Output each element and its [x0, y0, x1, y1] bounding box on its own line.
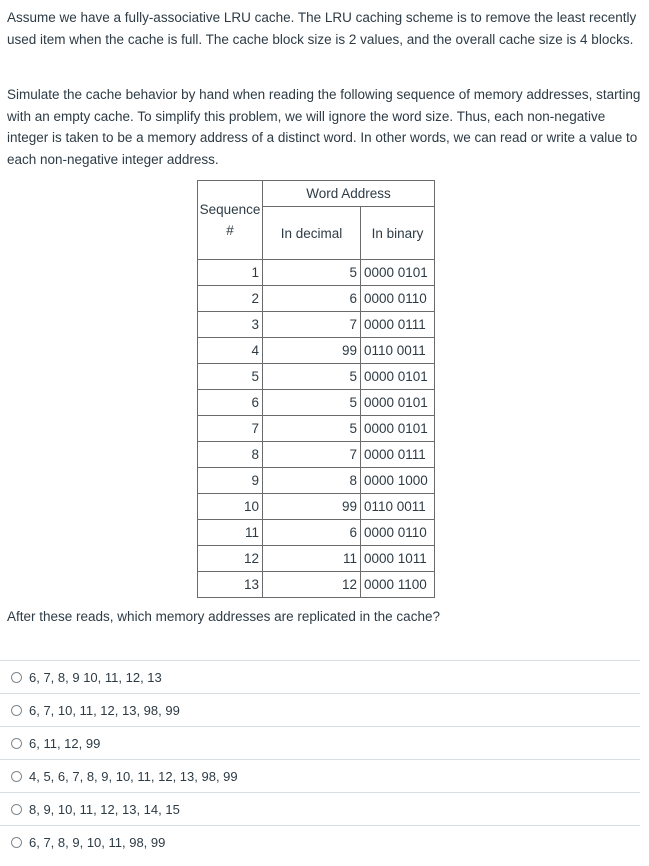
- table-row: [198, 572, 435, 598]
- answer-option-label: 6, 7, 8, 9, 10, 11, 98, 99: [29, 834, 166, 850]
- answer-option-label: 4, 5, 6, 7, 8, 9, 10, 11, 12, 13, 98, 99: [29, 768, 238, 784]
- answer-options: [0, 660, 640, 858]
- table-row: [198, 416, 435, 442]
- sequence-cell: 5: [198, 364, 263, 390]
- question-text: After these reads, which memory addresses are replicated in the cache?: [7, 609, 440, 624]
- decimal-cell: 6: [263, 520, 361, 546]
- answer-option-label: 8, 9, 10, 11, 12, 13, 14, 15: [29, 801, 180, 817]
- answer-option[interactable]: [0, 726, 640, 759]
- answer-option[interactable]: [0, 660, 640, 693]
- binary-cell: 0110 0011: [361, 338, 435, 364]
- table-row: [198, 286, 435, 312]
- binary-header: In binary: [361, 207, 435, 260]
- sequence-cell: 9: [198, 468, 263, 494]
- word-address-header: Word Address: [263, 181, 435, 207]
- sequence-header: [198, 181, 263, 260]
- table-row: [198, 442, 435, 468]
- table-row: [198, 338, 435, 364]
- table-row: [198, 260, 435, 286]
- sequence-cell: 12: [198, 546, 263, 572]
- answer-option-label: 6, 7, 8, 9 10, 11, 12, 13: [29, 669, 162, 685]
- problem-instructions: Simulate the cache behavior by hand when reading the following sequence of memory addresses, starting with an empty cache. To simplify this problem, we will ignore the word size. Thus, each non-negative integer is taken to be a memory address of a distinct word. In other words, we can read or write a value to each non-negative integer address.: [7, 87, 641, 167]
- answer-option-label: 6, 11, 12, 99: [29, 735, 101, 751]
- radio-button[interactable]: [11, 672, 22, 683]
- binary-cell: 0000 0111: [361, 442, 435, 468]
- binary-cell: 0110 0011: [361, 494, 435, 520]
- decimal-cell: 7: [263, 442, 361, 468]
- table-row: [198, 364, 435, 390]
- decimal-cell: 5: [263, 260, 361, 286]
- decimal-cell: 5: [263, 390, 361, 416]
- address-sequence-table: [197, 180, 435, 598]
- binary-cell: 0000 0101: [361, 364, 435, 390]
- table-row: [198, 468, 435, 494]
- decimal-cell: 12: [263, 572, 361, 598]
- sequence-cell: 7: [198, 416, 263, 442]
- decimal-cell: 6: [263, 286, 361, 312]
- binary-cell: 0000 1011: [361, 546, 435, 572]
- sequence-cell: 8: [198, 442, 263, 468]
- binary-cell: 0000 0101: [361, 390, 435, 416]
- sequence-cell: 2: [198, 286, 263, 312]
- table-row: [198, 494, 435, 520]
- binary-cell: 0000 1000: [361, 468, 435, 494]
- binary-cell: 0000 1100: [361, 572, 435, 598]
- answer-option[interactable]: [0, 693, 640, 726]
- answer-option[interactable]: [0, 759, 640, 792]
- answer-option[interactable]: [0, 792, 640, 825]
- sequence-cell: 3: [198, 312, 263, 338]
- table-row: [198, 546, 435, 572]
- table-row: [198, 390, 435, 416]
- table-row: [198, 312, 435, 338]
- decimal-cell: 5: [263, 364, 361, 390]
- radio-button[interactable]: [11, 705, 22, 716]
- radio-button[interactable]: [11, 804, 22, 815]
- sequence-header-line2: #: [226, 223, 234, 238]
- binary-cell: 0000 0101: [361, 260, 435, 286]
- binary-cell: 0000 0101: [361, 416, 435, 442]
- sequence-header-line1: Sequence: [199, 202, 261, 217]
- sequence-cell: 10: [198, 494, 263, 520]
- binary-cell: 0000 0110: [361, 286, 435, 312]
- decimal-cell: 8: [263, 468, 361, 494]
- binary-cell: 0000 0111: [361, 312, 435, 338]
- decimal-cell: 11: [263, 546, 361, 572]
- radio-button[interactable]: [11, 738, 22, 749]
- answer-option[interactable]: [0, 825, 640, 858]
- sequence-cell: 6: [198, 390, 263, 416]
- sequence-cell: 1: [198, 260, 263, 286]
- decimal-cell: 99: [263, 494, 361, 520]
- radio-button[interactable]: [11, 837, 22, 848]
- radio-button[interactable]: [11, 771, 22, 782]
- problem-intro: Assume we have a fully-associative LRU cache. The LRU caching scheme is to remove the least recently used item when the cache is full. The cache block size is 2 values, and the overall cache size is 4 blocks.: [7, 10, 637, 47]
- sequence-cell: 4: [198, 338, 263, 364]
- decimal-cell: 7: [263, 312, 361, 338]
- answer-option-label: 6, 7, 10, 11, 12, 13, 98, 99: [29, 702, 180, 718]
- decimal-header: In decimal: [263, 207, 361, 260]
- decimal-cell: 5: [263, 416, 361, 442]
- sequence-cell: 11: [198, 520, 263, 546]
- table-row: [198, 520, 435, 546]
- sequence-cell: 13: [198, 572, 263, 598]
- decimal-cell: 99: [263, 338, 361, 364]
- binary-cell: 0000 0110: [361, 520, 435, 546]
